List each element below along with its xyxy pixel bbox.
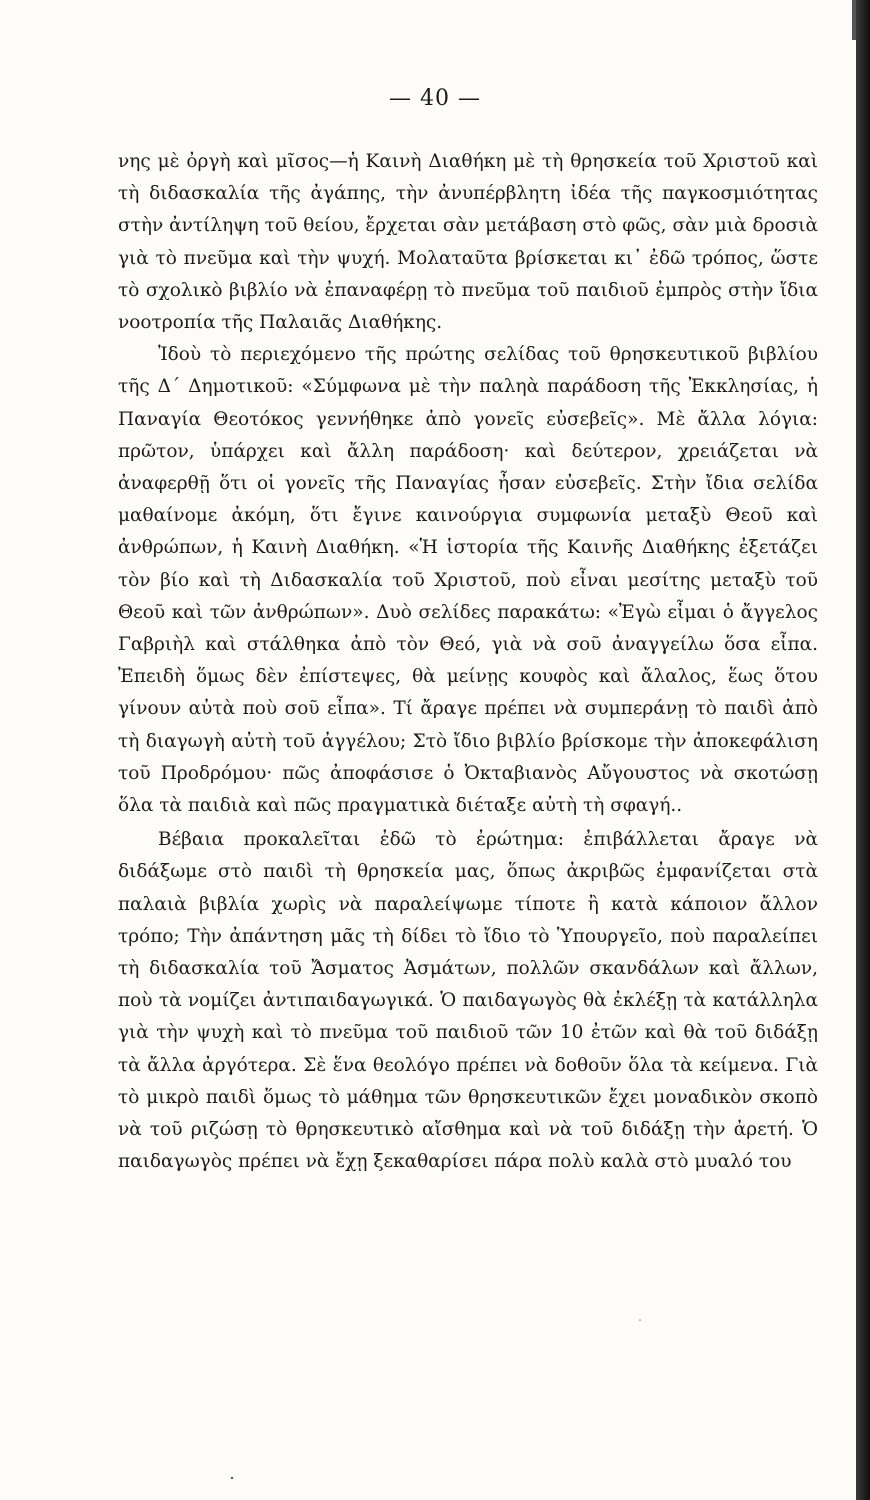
- paragraph-1: νης μὲ ὀργὴ καὶ μῖσος—ἡ Καινὴ Διαθήκη μὲ τὴ θρησκεία τοῦ Χριστοῦ καὶ τὴ διδασκαλία τῆς ἀγάπης, τὴν ἀνυπέρβλητη ἰδέα τῆς παγκοσμιότητας στὴν ἀντίληψη τοῦ θείου, ἔρχεται σὰν μετάβαση στὸ φῶς, σὰν μιὰ δροσιὰ γιὰ τὸ πνεῦμα καὶ τὴν ψυχή. Μολαταῦτα βρίσκεται κι᾽ ἐδῶ τρόπος, ὥστε τὸ σχολικὸ βιβλίο νὰ ἐπαναφέρῃ τὸ πνεῦμα τοῦ παιδιοῦ ἐμπρὸς στὴν ἴδια νοοτροπία τῆς Παλαιᾶς Διαθήκης.: [118, 151, 818, 334]
- paragraph-2: Ἰδοὺ τὸ περιεχόμενο τῆς πρώτης σελίδας τοῦ θρησκευτικοῦ βιβλίου τῆς Δ´ Δημοτικοῦ: «Σύμφωνα μὲ τὴν παληὰ παράδοση τῆς Ἐκκλησίας, ἡ Παναγία Θεοτόκος γεννήθηκε ἀπὸ γονεῖς εὐσεβεῖς». Μὲ ἄλλα λόγια: πρῶτον, ὑπάρχει καὶ ἄλλη παράδοση· καὶ δεύτερον, χρειάζεται νὰ ἀναφερθῇ ὅτι οἱ γονεῖς τῆς Παναγίας ἦσαν εὐσεβεῖς. Στὴν ἴδια σελίδα μαθαίνομε ἀκόμη, ὅτι ἔγινε καινούργια συμφωνία μεταξὺ Θεοῦ καὶ ἀνθρώπων, ἡ Καινὴ Διαθήκη. «Ἡ ἱστορία τῆς Καινῆς Διαθήκης ἐξετάζει τὸν βίο καὶ τὴ Διδασκαλία τοῦ Χριστοῦ, ποὺ εἶναι μεσίτης μεταξὺ τοῦ Θεοῦ καὶ τῶν ἀνθρώπων». Δυὸ σελίδες παρακάτω: «Ἐγὼ εἶμαι ὁ ἄγγελος Γαβριὴλ καὶ στάλθηκα ἀπὸ τὸν Θεό, γιὰ νὰ σοῦ ἀναγγείλω ὅσα εἶπα. Ἐπειδὴ ὅμως δὲν ἐπίστεψες, θὰ μείνῃς κουφὸς καὶ ἄλαλος, ἕως ὅτου γίνουν αὐτὰ ποὺ σοῦ εἶπα». Τί ἄραγε πρέπει νὰ συμπεράνῃ τὸ παιδὶ ἀπὸ τὴ διαγωγὴ αὐτὴ τοῦ ἀγγέλου; Στὸ ἴδιο βιβλίο βρίσκομε τὴν ἀποκεφάλιση τοῦ Προδρόμου· πῶς ἀποφάσισε ὁ Ὀκταβιανὸς Αὔγουστος νὰ σκοτώσῃ ὅλα τὰ παιδιὰ καὶ πῶς πραγματικὰ διέταξε αὐτὴ τὴ σφαγή..: [118, 344, 818, 817]
- binding-mark: [852, 0, 856, 40]
- body-text: [118, 146, 818, 1179]
- page-number: — 40 —: [389, 86, 481, 111]
- paragraph-3: Βέβαια προκαλεῖται ἐδῶ τὸ ἐρώτημα: ἐπιβάλλεται ἄραγε νὰ διδάξωμε στὸ παιδὶ τὴ θρησκεία μας, ὅπως ἀκριβῶς ἐμφανίζεται στὰ παλαιὰ βιβλία χωρὶς νὰ παραλείψωμε τίποτε ἢ κατὰ κάποιον ἄλλον τρόπο; Τὴν ἀπάντηση μᾶς τὴ δίδει τὸ ἴδιο τὸ Ὑπουργεῖο, ποὺ παραλείπει τὴ διδασκαλία τοῦ Ἄσματος Ἀσμάτων, πολλῶν σκανδάλων καὶ ἄλλων, ποὺ τὰ νομίζει ἀντιπαιδαγωγικά. Ὁ παιδαγωγὸς θὰ ἐκλέξῃ τὰ κατάλληλα γιὰ τὴν ψυχὴ καὶ τὸ πνεῦμα τοῦ παιδιοῦ τῶν 10 ἐτῶν καὶ θὰ τοῦ διδάξῃ τὰ ἄλλα ἀργότερα. Σὲ ἕνα θεολόγο πρέπει νὰ δοθοῦν ὅλα τὰ κείμενα. Γιὰ τὸ μικρὸ παιδὶ ὅμως τὸ μάθημα τῶν θρησκευτικῶν ἔχει μοναδικὸν σκοπὸ νὰ τοῦ ριζώσῃ τὸ θρησκευτικὸ αἴσθημα καὶ νὰ τοῦ διδάξῃ τὴν ἀρετή. Ὁ παιδαγωγὸς πρέπει νὰ ἔχῃ ξεκαθαρίσει πάρα πολὺ καλὰ στὸ μυαλό του: [118, 829, 818, 1173]
- page-edge-shadow: [856, 0, 870, 1500]
